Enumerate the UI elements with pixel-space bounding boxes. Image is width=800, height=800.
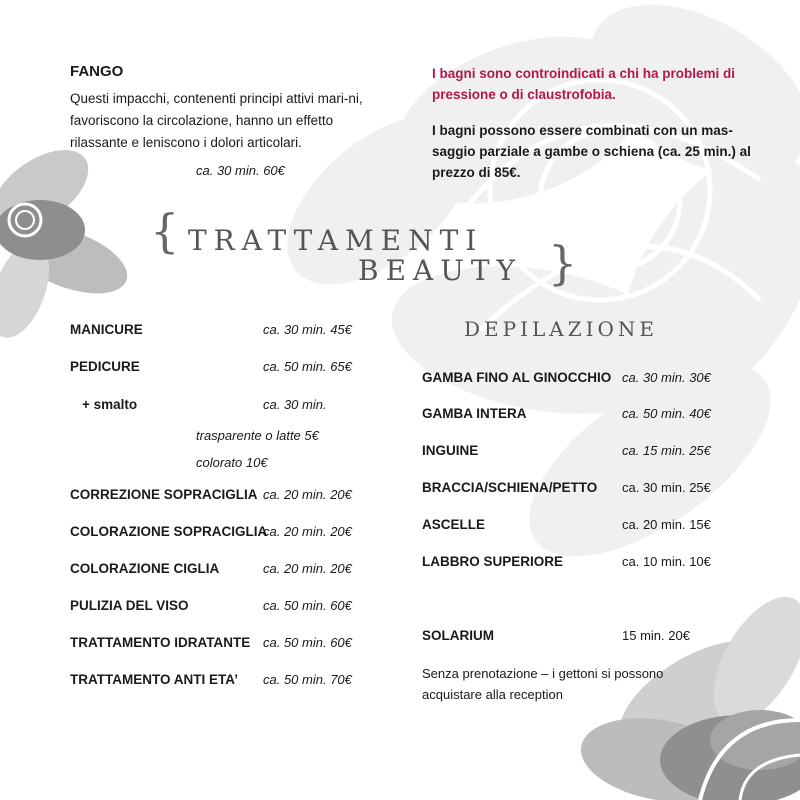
bath-warning-note: I bagni sono controindicati a chi ha problemi di pressione o di claustrofobia. [432,66,736,102]
pedicure-price: ca. 50 min. 65€ [263,359,352,374]
braccia-schiena-petto-name: BRACCIA/SCHIENA/PETTO [422,480,598,495]
labbro-superiore-name: LABBRO SUPERIORE [422,554,564,569]
trattamento-idratante-price: ca. 50 min. 60€ [263,635,352,650]
colorazione-sopraciglia-price: ca. 20 min. 20€ [263,524,352,539]
solarium-price: 15 min. 20€ [622,628,690,643]
smalto-option-trasparente: trasparente o latte 5€ [196,428,319,443]
correzione-sopraciglia-name: CORREZIONE SOPRACIGLIA [70,487,258,502]
manicure-price: ca. 30 min. 45€ [263,322,352,337]
trattamento-idratante-name: TRATTAMENTO IDRATANTE [70,635,251,650]
fango-description: Questi impacchi, contenenti principi attivi mari-ni, favoriscono la circolazione, hanno un effetto rilassante e leniscono i dolori articolari. [70,91,363,150]
heading-beauty: BEAUTY [358,254,522,287]
solarium-note: Senza prenotazione – i gettoni si possono acquistare alla reception [422,666,664,702]
left-flower-decoration [0,134,136,346]
fango-price: ca. 30 min. 60€ [196,163,285,178]
depilazione-title: DEPILAZIONE [464,317,659,341]
smalto-option-colorato: colorato 10€ [196,455,268,470]
ascelle-price: ca. 20 min. 15€ [622,517,711,532]
trattamento-anti-eta-price: ca. 50 min. 70€ [263,672,352,687]
ascelle-name: ASCELLE [422,517,486,532]
labbro-superiore-price: ca. 10 min. 10€ [622,554,711,569]
inguine-name: INGUINE [422,443,479,458]
gamba-ginocchio-price: ca. 30 min. 30€ [622,370,711,385]
smalto-name: + smalto [82,397,138,412]
smalto-price: ca. 30 min. [263,397,327,412]
fango-title: FANGO [70,63,124,80]
pulizia-viso-price: ca. 50 min. 60€ [263,598,352,613]
colorazione-ciglia-price: ca. 20 min. 20€ [263,561,352,576]
heading-brace-left: { [150,204,180,258]
solarium-name: SOLARIUM [422,628,494,643]
braccia-schiena-petto-price: ca. 30 min. 25€ [622,480,711,495]
inguine-price: ca. 15 min. 25€ [622,443,711,458]
pedicure-name: PEDICURE [70,359,140,374]
bath-combo-note: I bagni possono essere combinati con un mas-saggio parziale a gambe o schiena (ca. 25 min.) al prezzo di 85€. [432,123,751,180]
gamba-ginocchio-name: GAMBA FINO AL GINOCCHIO [422,370,612,385]
trattamento-anti-eta-name: TRATTAMENTO ANTI ETA’ [70,672,238,687]
gamba-intera-name: GAMBA INTERA [422,406,527,421]
manicure-name: MANICURE [70,322,143,337]
gamba-intera-price: ca. 50 min. 40€ [622,406,711,421]
colorazione-ciglia-name: COLORAZIONE CIGLIA [70,561,220,576]
colorazione-sopraciglia-name: COLORAZIONE SOPRACIGLIA [70,524,268,539]
heading-brace-right: } [548,236,578,290]
pulizia-viso-name: PULIZIA DEL VISO [70,598,189,613]
correzione-sopraciglia-price: ca. 20 min. 20€ [263,487,352,502]
heading-trattamenti: TRATTAMENTI [188,224,484,257]
